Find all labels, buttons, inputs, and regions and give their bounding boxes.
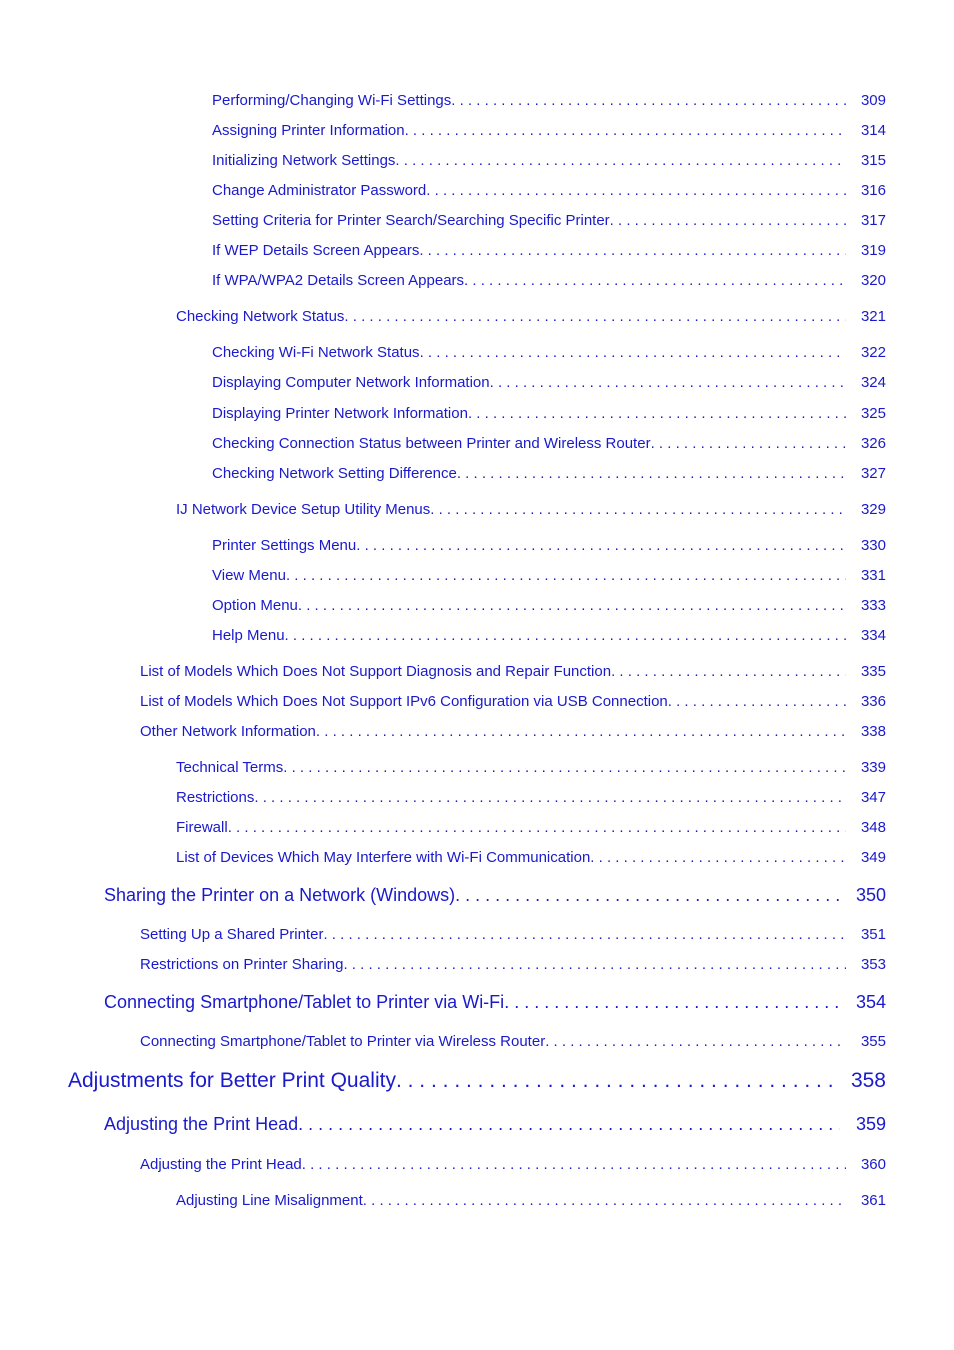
toc-leader [283,759,846,776]
toc-entry-page: 354 [855,992,886,1012]
toc-entry-page: 360 [860,1156,886,1173]
toc-entry[interactable] [140,926,886,946]
toc-entry-page: 335 [860,663,886,680]
toc-leader [457,465,846,482]
toc-entry-title: List of Devices Which May Interfere with Wi-Fi Communication [176,849,591,866]
toc-entry[interactable] [176,1192,886,1212]
toc-entry-page: 324 [860,374,886,391]
toc-entry-title: IJ Network Device Setup Utility Menus [176,501,431,518]
toc-entry[interactable] [212,152,886,172]
toc-entry-page: 330 [860,537,886,554]
toc-entry-page: 314 [860,122,886,139]
toc-entry[interactable] [212,374,886,394]
toc-leader [590,849,846,866]
toc-entry-title: Assigning Printer Information [212,122,405,139]
toc-entry[interactable] [104,1114,886,1138]
toc-entry[interactable] [212,242,886,262]
toc-leader [298,1114,840,1135]
toc-entry-title: Other Network Information [140,723,316,740]
toc-entry-title: Checking Network Setting Difference [212,465,457,482]
toc-entry[interactable] [68,1069,886,1097]
toc-entry[interactable] [212,597,886,617]
toc-entry[interactable] [212,272,886,292]
toc-entry-title: Performing/Changing Wi-Fi Settings [212,92,452,109]
toc-entry-page: 320 [860,272,886,289]
toc-entry-page: 315 [860,152,886,169]
toc-entry-page: 329 [860,501,886,518]
toc-entry-page: 361 [860,1192,886,1209]
toc-entry-title: Adjustments for Better Print Quality [68,1069,396,1092]
toc-entry-page: 355 [860,1033,886,1050]
toc-leader [426,182,846,199]
toc-entry-page: 326 [860,435,886,452]
toc-entry[interactable] [176,501,886,521]
toc-entry-title: Adjusting the Print Head [140,1156,302,1173]
toc-entry[interactable] [212,567,886,587]
toc-entry-page: 319 [860,242,886,259]
toc-entry-title: Checking Wi-Fi Network Status [212,344,420,361]
toc-leader [254,789,846,806]
toc-entry-page: 327 [860,465,886,482]
toc-entry-title: Change Administrator Password [212,182,427,199]
toc-entry[interactable] [104,885,886,909]
toc-entry-page: 351 [860,926,886,943]
toc-entry[interactable] [212,537,886,557]
toc-entry-title: Option Menu [212,597,298,614]
toc-entry[interactable] [176,819,886,839]
toc-entry-title: List of Models Which Does Not Support Diagnosis and Repair Function [140,663,612,680]
toc-leader [395,152,846,169]
toc-entry-page: 333 [860,597,886,614]
toc-entry[interactable] [176,759,886,779]
toc-entry-page: 359 [855,1114,886,1134]
toc-entry-title: Checking Connection Status between Printer and Wireless Router [212,435,651,452]
toc-entry-title: Printer Settings Menu [212,537,357,554]
toc-entry[interactable] [212,344,886,364]
toc-leader [344,308,846,325]
toc-entry-page: 321 [860,308,886,325]
toc-entry-title: Setting Up a Shared Printer [140,926,324,943]
toc-entry-page: 336 [860,693,886,710]
toc-leader [286,567,846,584]
toc-leader [405,122,846,139]
toc-leader [343,956,846,973]
toc-entry-title: If WPA/WPA2 Details Screen Appears [212,272,465,289]
toc-entry-title: Restrictions on Printer Sharing [140,956,344,973]
toc-entry-title: Firewall [176,819,228,836]
toc-entry[interactable] [212,122,886,142]
toc-leader [420,344,846,361]
toc-leader [545,1033,846,1050]
toc-entry[interactable] [140,663,886,683]
toc-entry-page: 348 [860,819,886,836]
toc-entry-title: Connecting Smartphone/Tablet to Printer via Wireless Router [140,1033,546,1050]
toc-entry-page: 339 [860,759,886,776]
toc-entry[interactable] [212,405,886,425]
toc-entry[interactable] [140,956,886,976]
toc-entry-title: If WEP Details Screen Appears [212,242,420,259]
toc-leader [302,1156,846,1173]
toc-leader [611,663,846,680]
toc-leader [451,92,846,109]
toc-leader [651,435,846,452]
toc-leader [356,537,846,554]
toc-entry-page: 350 [855,885,886,905]
toc-entry-page: 317 [860,212,886,229]
toc-entry-page: 325 [860,405,886,422]
toc-entry[interactable] [212,627,886,647]
toc-entry-title: Displaying Printer Network Information [212,405,468,422]
toc-leader [285,627,846,644]
toc-entry[interactable] [140,723,886,743]
toc-leader [490,374,846,391]
toc-leader [464,272,846,289]
toc-leader [228,819,846,836]
toc-entry[interactable] [176,849,886,869]
toc-entry[interactable] [140,1033,886,1053]
toc-leader [610,212,846,229]
toc-leader [455,885,840,906]
toc-entry-page: 334 [860,627,886,644]
toc-entry-page: 309 [860,92,886,109]
toc-entry-title: Initializing Network Settings [212,152,396,169]
toc-entry[interactable] [212,435,886,455]
toc-leader [668,693,846,710]
toc-entry-page: 322 [860,344,886,361]
toc-leader [504,992,840,1013]
toc-entry-title: Adjusting Line Misalignment [176,1192,363,1209]
toc-leader [419,242,846,259]
toc-leader [396,1069,836,1093]
toc-entry-title: Technical Terms [176,759,284,776]
toc-entry-title: View Menu [212,567,286,584]
toc-entry-page: 316 [860,182,886,199]
toc-entry[interactable] [140,1156,886,1176]
toc-entry[interactable] [212,212,886,232]
toc-entry-title: Sharing the Printer on a Network (Windows) [104,885,456,905]
toc-entry-page: 353 [860,956,886,973]
toc-entry[interactable] [212,92,886,112]
toc-entry[interactable] [176,308,886,328]
toc-leader [316,723,846,740]
toc-leader [430,501,846,518]
toc-entry[interactable] [176,789,886,809]
toc-entry-page: 331 [860,567,886,584]
toc-entry-page: 349 [860,849,886,866]
toc-entry-page: 338 [860,723,886,740]
toc-leader [363,1192,846,1209]
toc-leader [468,405,846,422]
toc-entry-title: Connecting Smartphone/Tablet to Printer via Wi-Fi [104,992,505,1012]
toc-entry-title: Displaying Computer Network Information [212,374,490,391]
toc-entry-title: Setting Criteria for Printer Search/Searching Specific Printer [212,212,610,229]
toc-entry[interactable] [212,465,886,485]
toc-entry[interactable] [140,693,886,713]
toc-entry-title: List of Models Which Does Not Support IPv6 Configuration via USB Connection [140,693,668,710]
toc-entry-page: 347 [860,789,886,806]
toc-leader [323,926,846,943]
toc-entry-title: Help Menu [212,627,285,644]
toc-entry-title: Checking Network Status [176,308,345,325]
toc-entry-title: Adjusting the Print Head [104,1114,299,1134]
toc-entry[interactable] [212,182,886,202]
toc-entry-page: 358 [850,1069,886,1092]
toc-leader [298,597,846,614]
toc-entry[interactable] [104,992,886,1016]
toc-entry-title: Restrictions [176,789,255,806]
